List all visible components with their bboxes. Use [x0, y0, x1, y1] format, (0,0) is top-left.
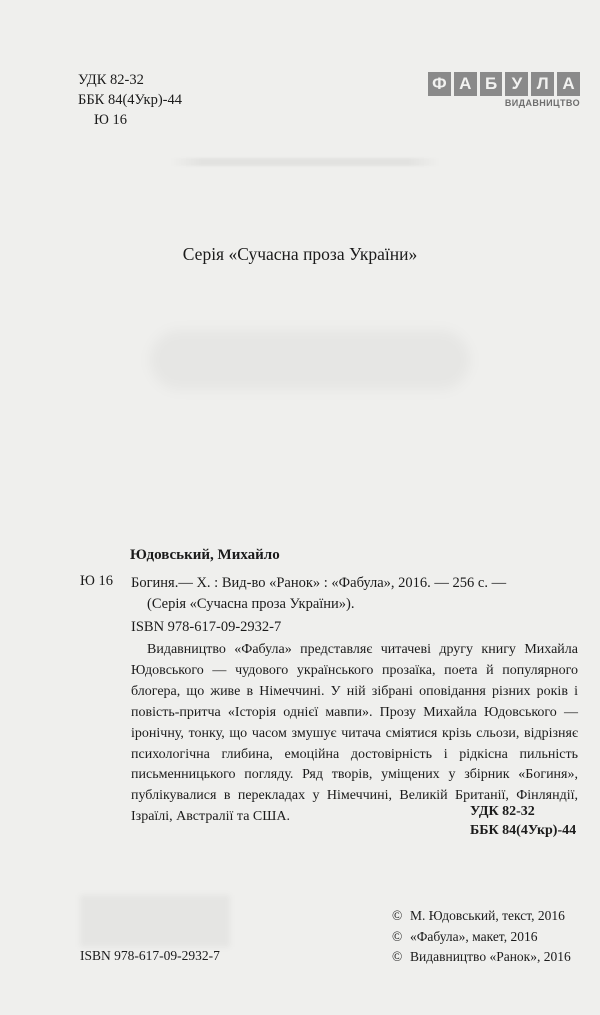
bibliographic-entry: [131, 573, 581, 615]
catalog-bbk: ББК 84(4Укр)-44: [470, 823, 577, 838]
catalog-isbn: ISBN 978-617-09-2932-7: [131, 619, 282, 635]
logo-letter: Л: [531, 72, 554, 96]
bleed-through-block: [80, 895, 230, 947]
logo-letter: Ф: [428, 72, 451, 96]
copyright-icon: ©: [392, 908, 403, 923]
catalog-code: Ю 16: [80, 573, 114, 589]
logo-letter: Б: [480, 72, 503, 96]
catalog-author: Юдовський, Михайло: [130, 547, 280, 563]
series-title: Серія «Сучасна проза України»: [182, 244, 418, 264]
logo-letter: А: [557, 72, 580, 96]
bibliographic-line-1: Богиня.— Х. : Вид-во «Ранок» : «Фабула», 2016. — 256 с. —: [131, 575, 507, 591]
logo-letter: А: [454, 72, 477, 96]
copyright-item: [392, 927, 571, 948]
logo-letter: У: [505, 72, 528, 96]
udk-code: УДК 82-32: [78, 72, 144, 88]
copyright-icon: ©: [392, 928, 403, 944]
logo-letters: [428, 72, 580, 96]
logo-subtitle: ВИДАВНИЦТВО: [504, 98, 580, 108]
copyright-text: Видавництво «Ранок», 2016: [410, 949, 571, 964]
bbk-code: ББК 84(4Укр)-44: [78, 92, 182, 108]
copyright-text: «Фабула», макет, 2016: [410, 928, 538, 944]
bibliographic-line-2: (Серія «Сучасна проза України»).: [147, 596, 355, 612]
bottom-isbn: ISBN 978-617-09-2932-7: [80, 948, 220, 963]
author-code: Ю 16: [94, 112, 128, 128]
top-classification: [78, 70, 182, 130]
bleed-through-line: [170, 158, 440, 166]
publisher-logo: [428, 72, 580, 108]
annotation-text: Видавництво «Фабула» представляє читачеві другу книгу Михайла Юдовського — чудового українського прозаїка, поета й популярного блогера, що живе в Німеччині. У ній зібрані оповідання різних років і повість-притча «Історія однієї мавпи». Прозу Михайла Юдовського — іронічну, тонку, що часом змушує читача сміятися крізь сльози, відрізняє психологічна глибина, емоційна достовірність і рідкісна пильність письменницького погляду. Ряд творів, уміщених у збірник «Богиня», публікувалися в перекладах у Німеччині, Великій Британії, Фінляндії, Ізраїлі, Австралії та США.: [131, 642, 578, 825]
copyright-item: [392, 906, 571, 927]
bleed-through-title: [150, 330, 470, 390]
copyright-text: М. Юдовський, текст, 2016: [410, 908, 565, 923]
copyright-list: [392, 906, 571, 968]
copyright-icon: ©: [392, 949, 403, 964]
catalog-classification: [470, 802, 576, 840]
catalog-udk: УДК 82-32: [470, 804, 535, 819]
copyright-item: [392, 947, 571, 968]
